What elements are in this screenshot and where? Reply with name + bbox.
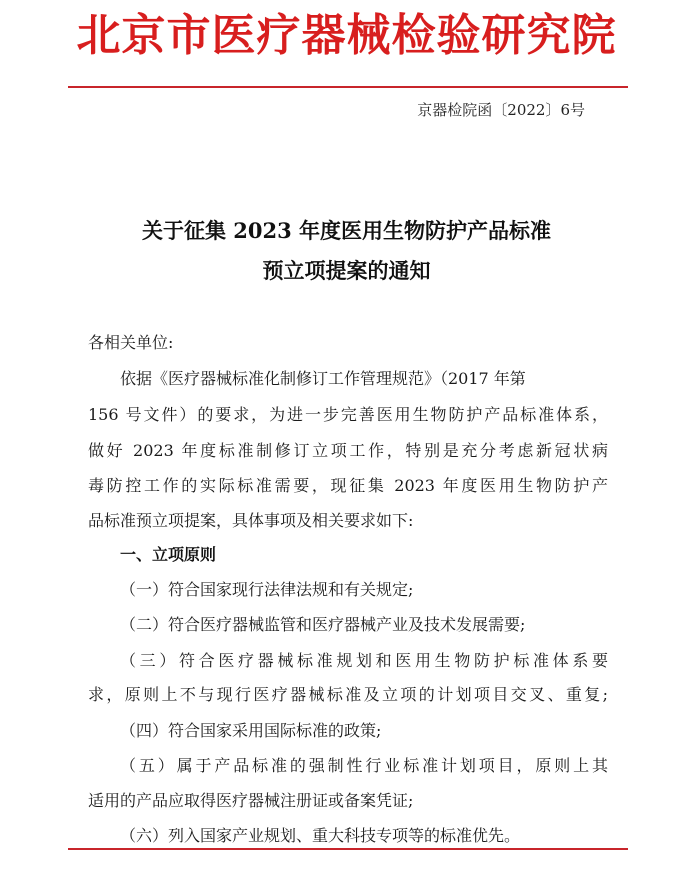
intro-line-1: 依据《医疗器械标准化制修订工作管理规范》（2017 年第 (120, 369, 526, 388)
addressee: 各相关单位: (88, 333, 174, 352)
principle-3-line-1: （三）符合医疗器械标准规划和医用生物防护标准体系要 (120, 651, 608, 670)
footer-red-rule (68, 848, 628, 850)
notice-title-line-2: 预立项提案的通知 (262, 258, 431, 283)
principle-5-line-1: （五）属于产品标准的强制性行业标准计划项目，原则上其 (120, 756, 608, 775)
institution-header: 北京市医疗器械检验研究院 (76, 10, 617, 61)
notice-title-line-1: 关于征集 2023 年度医用生物防护产品标准 (141, 218, 552, 243)
principle-1: （一）符合国家现行法律法规和有关规定; (120, 580, 414, 599)
intro-line-2: 156 号文件）的要求，为进一步完善医用生物防护产品标准体系， (88, 405, 608, 424)
header-red-rule (68, 86, 628, 88)
principle-4: （四）符合国家采用国际标准的政策; (120, 721, 382, 740)
principle-6: （六）列入国家产业规划、重大科技专项等的标准优先。 (120, 826, 521, 845)
principle-5-line-2: 适用的产品应取得医疗器械注册证或备案凭证; (88, 791, 414, 810)
section-heading: 一、立项原则 (120, 545, 217, 564)
document-number: 京器检院函〔2022〕6号 (417, 101, 585, 119)
principle-3-line-2: 求，原则上不与现行医疗器械标准及立项的计划项目交叉、重复; (88, 685, 608, 704)
principle-2: （二）符合医疗器械监管和医疗器械产业及技术发展需要; (120, 615, 526, 634)
intro-line-5: 品标准预立项提案，具体事项及相关要求如下: (88, 511, 414, 530)
intro-line-3: 做好 2023 年度标准制修订立项工作，特别是充分考虑新冠状病 (88, 441, 608, 460)
intro-line-4: 毒防控工作的实际标准需要，现征集 2023 年度医用生物防护产 (88, 476, 608, 495)
